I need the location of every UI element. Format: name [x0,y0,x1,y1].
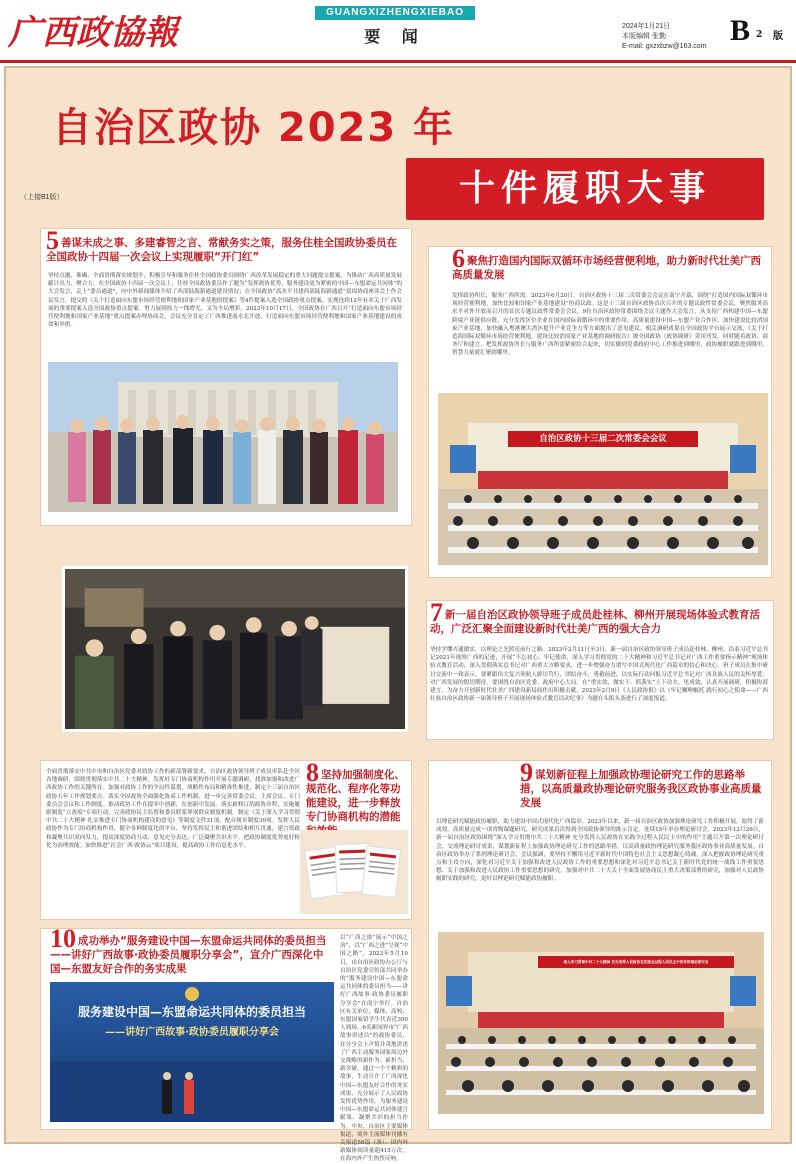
banner-subtitle: 十件履职大事 [458,168,711,209]
article-7-photo [62,566,408,732]
article-9-photo [438,932,764,1114]
article-8-title: 8 坚持加强制度化、规范化、程序化等功能建设，进一步释放专门协商机构的潜能 [306,758,405,823]
article-10-title: 10 成功举办“服务建设中国—东盟命运共同体的委员担当——讲好广西故事·政协委员履职分享会”，宣介广西深化中国—东盟友好合作的务实成果 [50,924,327,975]
article-7-title: 7 新一届自治区政协领导班子成员赴桂林、柳州开展现场体验式教育活动，广泛汇聚全面建设新时代壮美广西的强大合力 [430,598,760,635]
page-digit: 2 [756,30,763,40]
article-9-number: 9 [520,758,533,787]
article-7-body: 坚持学懂弄通做实，以理论之光照亮前行之路。2023年2月11日至3日，新一届自治区政协领导班子成员赴桂林、柳州，沿着习近平总书记2021年视察广西的足迹，开展“不忘初心，牢记使命，深入学习贯彻党的二十大精神和习近平总书记对广西工作重要指示精神”现场体验式教育活动，深入贯彻落实总书记对广西重大方略要求，进一步增强奋力谱写中国式现代化广西篇章的信心和决心。班子成员在集中研讨交流中一致表示，要紧跟伟大复兴领航人踔厉笃行，团结奋斗，勇毅前进，以实际行动回报习近平总书记对广西各族人民的关怀厚爱，对广西发展的殷切期待。要围绕自治区党委、政府中心大局，在“重实效，做实干、抓落实”上下功夫、见成效，认真开展调研，积极协商建言，为奋力开创新时代壮美广西建设新局面作出积极贡献。2023年2月9日《人民政协报》以《牢记嘱咐幅托 践行初心之使命——广西壮族自治区政协新一届领导班子开展现场体验式教育活动纪事》为题在头版头条进行了深度报道。 [430,647,768,703]
article-6-body: 发挥政协所长，服务广西所需。2023年6月20日，自治区政协十三届二次常委会会议在南宁开幕，围绕“打造国内国际双循环市场经营便利地，加快比较和国家产业基地建设”协商议政。这是十三届自治区政协首次召开的专题议政性常委会议，聚焦服务高水平对外开放而召开的首次专题议政性常委会会议，9位自治区政协常委围绕会议主题作大会发言，从支持广西构建中国—东盟跨境产业链供应链、充分发挥区位企业在国内国际双循环中的重要作用、高质量建设中国—东盟产业合作区、加快建设比较消国家产业基地、加快融入粤港澳大湾区提升产业竞争力等方面提出了意见建议。相关调研成果在全国政协平台展示交流，《关于打造海国际双循环市场经营便利地，建设比较消国家产业基地的调研报告》被全国政协《政协调研》采用刊发。同时随着政协、商务厅和建言，把发挥政协所长与服务广西所需紧密结合起来，切实做到党委政府中心工作推进到哪里，政协履职就跟进到哪里，智慧力量就汇聚到哪里。 [452,293,768,357]
article-9-body: 以理论研究赋能政协履职，助力建设中国式现代化广西篇章。2023年以来，新一届自治区政协加强理论研究工作积极开展，取得了新成效。高质量完成一项省级课题研究，研究成果首次得到全国政协领导的批示肯定。连续15年举办理论研讨会，2023年12月26日，新一届自治区政协围绕“深入学习贯彻中共二十大精神 充分发挥人民政协在实践全过程人民民主中的作用”主题召开第一次理论研讨会，交流理论研讨成果，谋划新征程上加强政协理论研究工作的思路举措，以高质量政协理论研究服务我区政协事业高质量发展。自治区政协举办了系列理论研讨会，会议强调，要坚持不懈用习近平新时代中国特色社会主义思想凝心铸魂，深入把握政协理论研究重点和主攻方向，深化对习近平关于加强和改进人民政协工作的重要思想和深化对习近平总书记关于新时代党的统一战线工作重要思想、关于加强和改进人民政协工作重要思想的研究。加强对中共二十大关于全面发展协商民主重大决策部署的研究，加强对人民政协履职实践的研究，更好以理论研究赋能政协履职。 [436,819,764,883]
issue-email: E-mail: gxzxbzw@163.com [622,43,707,50]
page-letter: B [730,14,751,47]
page-suffix: 版 [773,31,783,42]
article-5-title: 5 善谋未成之事、多建睿智之言、常献务实之策，服务住桂全国政协委员在全国政协十四届一次会议上实现履职“开门红” [46,226,397,263]
article-10-number: 10 [50,924,76,953]
article-9-photo-banner: 深入学习贯彻中共二十大精神 充分发挥人民政协在实践全过程人民民主中的作用理论研讨会 [563,960,709,964]
article-5-photo [48,362,398,512]
article-7-number: 7 [430,598,443,627]
issue-editor: 本版编辑 张勤 [622,33,666,40]
article-6-title: 6 聚焦打造国内国际双循环市场经营便利地，助力新时代壮美广西高质量发展 [452,244,761,281]
continued-note: （上接B1版） [20,194,64,201]
article-8-number: 8 [306,758,319,787]
masthead [0,0,796,62]
article-6-photo [438,393,768,565]
pinyin-title: GUANGXIZHENGXIEBAO [315,6,475,20]
issue-date: 2024年1月21日 [622,23,671,30]
article-10-photo-stage-line2: ——讲好广西故事·政协委员履职分享会 [105,1027,279,1038]
article-6-number: 6 [452,244,465,273]
newspaper-logo [6,6,178,54]
section-name: 要 闻 [364,27,426,46]
article-8-body: 全面贯彻落实中共中央和自治区党委对政协工作的新部署新要求，自治区政协领导班子成员率队赴全区各地调研，围绕贯彻落实中共二十大精神，发挥好专门协商机构作用开展专题调研，找准加强和改进广西政协工作的关键所在。加强对政协工作的全局性谋划，战略性布局和精准性推进，制定十三届自治区政协五年工作规划要点。落实全国政协全面强化协商工作机制，进一步完善常委会议、主席会议、专门委员会会议和工作制度。推动政协工作在提率中创新，在创新中发展。落实新修订的政协章程，实施履职制度“立改废”专项行动，完善政协民主监督和委员联系界别群众制度机制。制定《关于深入学习贯彻中共二十大精神 扎实推进专门协商机构建设的意见》等制度文件31项，配台规章制度30项。发挥人民政协作为专门协商机构作用，健全各种制度化的平台，坚持发挥民主和谐进团结和相互贯通，建言资政和凝聚共识双向发力，提高深度协商互动、意见充分表达、广泛凝聚共识水平，把政协制度优势更好转化为治理效能。加快推进“社会广西·政协云”项目建设，提高政协工作信息化水平。 [46,769,300,849]
article-10-photo [50,982,334,1122]
article-5-body: 坚持点题、准确、全面贯彻落实规划全，积极引导和服务住桂全国政协委员围绕广西改革发展稳定的重大问题提交提案。为推动广西高质量发展献计出力、聚合力。在全国政协十四届一次会议上，住桂全国政协委员作了题为“发挥政协优势，服务建设更为紧密的中国—东盟命运共同体”的大会发言，走上“委员通道”，向中外新闻媒体介绍了西部陆海新通道建设情况；在全国政协“高水平共建西部陆海新通道”双周协商座谈会上作会议发言，提交的《关于打造面向东盟市场经营便利地和国家产业基地的提案》等4件提案入选全国政协重点提案，实现连续12年有率关于广西发展的重要提案入选全国政协重点提案。努力展到执力一线增光。又为全局增彩。2023年10月17日，全国政协在广西召开“打造面向东盟市场经营便利地和国家产业基地”重点提案办理协商会，会议充分肯定了广西推进南水北开放，打造面向东盟市场经营便利地和国家产业基地建设的成效和举措。 [48,273,402,329]
masthead-rule [0,60,796,63]
issue-meta [622,22,727,52]
article-5-number: 5 [46,226,59,255]
article-6-photo-banner: 自治区政协十三届二次常委会会议 [539,434,667,444]
svg-text:广西政協報: 广西政協報 [8,13,178,53]
article-10-body: 以“广西之窗”展示“中国之治”，以“广西之进”呈现“中国之路”。2023年5月10日，由自治区政协办公厅与自治区党委宣传部共同举办的“服务建设中国—东盟命运共同体的委员担当——讲好广西故事·政协委员履职分享会”在南宁举行。自治区有关单位、媒体、高校、东盟国家留学生代表近300人到场。6名新闻界市“广西故事讲述员”的政协委员，在分享会上声情并茂地讲述了广西主动服务国家周边外交战略的新作为、新担当、新突破。通过一个个精彩的故事，生动宣介了广西深化中国—东盟友好合作的务实成果，充分展示了人民政协发挥优势作用，为服务建设中国—东盟命运共同体建言献策、凝聚共识的担当作为。中央、自治区主要媒体报道，境外主流媒体刊播有关报道58篇（条），国内外新媒体阅读量超415万次，在海内外产生热烈反响。 [340,935,408,1163]
banner-title: 自治区政协 2023 年 [52,105,456,151]
article-9-title: 9 谋划新征程上加强政协理论研究工作的思路举措，以高质量政协理论研究服务我区政协事业高质量发展 [520,758,762,809]
article-10-photo-stage-line1: 服务建设中国—东盟命运共同体的委员担当 [77,1005,306,1019]
article-8-photo [300,830,408,914]
